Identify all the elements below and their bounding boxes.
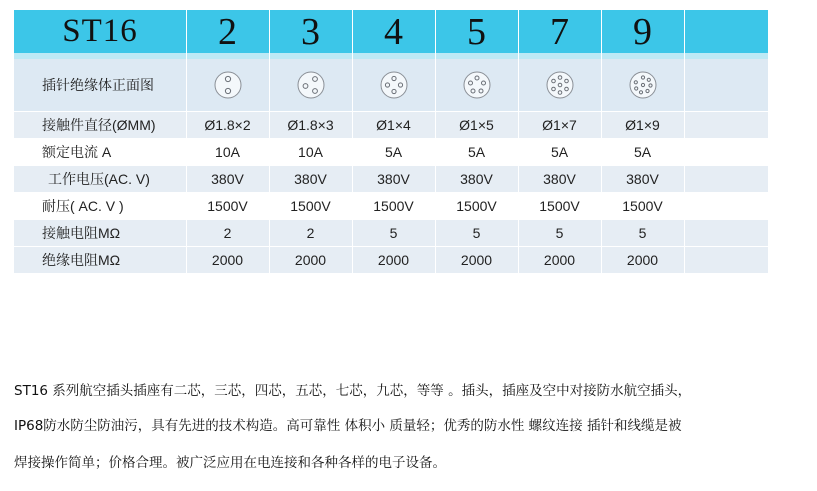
insulator-face-row — [14, 59, 768, 112]
row-label: 绝缘电阻MΩ — [42, 252, 121, 268]
table-cell: 1500V — [373, 198, 414, 214]
table-cell: 380V — [626, 171, 659, 187]
4-pin-face-icon — [352, 59, 435, 111]
table-row — [14, 220, 768, 247]
5-pin-face-icon — [435, 59, 518, 111]
table-cell: 2000 — [543, 252, 576, 268]
row-label: 插针绝缘体正面图 — [42, 77, 154, 93]
table-cell: Ø1×4 — [376, 117, 411, 133]
model-name: ST16 — [62, 13, 138, 49]
row-label: 额定电流 A — [42, 144, 112, 160]
column-divider — [518, 10, 519, 276]
table-cell: 5 — [472, 225, 481, 241]
description-line-3: 焊接操作简单；价格合理。被广泛应用在电连接和各种各样的电子设备。 — [14, 455, 446, 471]
table-row — [14, 166, 768, 193]
table-cell: Ø1×5 — [459, 117, 494, 133]
table-cell: 5A — [467, 144, 486, 160]
column-divider — [269, 10, 270, 276]
column-divider — [601, 10, 602, 276]
table-cell: 380V — [460, 171, 493, 187]
table-header — [14, 10, 768, 53]
table-cell: Ø1×7 — [542, 117, 577, 133]
table-cell: 1500V — [539, 198, 580, 214]
table-cell: 380V — [543, 171, 576, 187]
table-cell: 2000 — [211, 252, 244, 268]
table-cell: 380V — [294, 171, 327, 187]
table-cell: 10A — [298, 144, 323, 160]
pin-count-2: 2 — [218, 10, 237, 53]
table-cell: 5A — [550, 144, 569, 160]
table-row — [14, 247, 768, 274]
table-cell: 380V — [377, 171, 410, 187]
pin-count-9: 9 — [633, 10, 652, 53]
table-cell: 2 — [223, 225, 232, 241]
column-divider — [186, 10, 187, 276]
table-cell: Ø1×9 — [625, 117, 660, 133]
table-row — [14, 112, 768, 139]
table-cell: Ø1.8×2 — [204, 117, 251, 133]
table-cell: 5 — [389, 225, 398, 241]
9-pin-face-icon — [601, 59, 684, 111]
pin-count-5: 5 — [467, 10, 486, 53]
table-row — [14, 193, 768, 220]
pin-count-4: 4 — [384, 10, 403, 53]
table-cell: 2000 — [294, 252, 327, 268]
table-cell: 2000 — [626, 252, 659, 268]
table-cell: 5 — [555, 225, 564, 241]
column-divider — [352, 10, 353, 276]
2-pin-face-icon — [186, 59, 269, 111]
row-label: 耐压( AC. V ) — [42, 198, 124, 214]
table-cell: 2 — [306, 225, 315, 241]
table-cell: 5A — [384, 144, 403, 160]
spec-table — [14, 10, 768, 274]
table-cell: 1500V — [290, 198, 331, 214]
table-cell: 2000 — [377, 252, 410, 268]
column-divider — [435, 10, 436, 276]
description-line-1: ST16 系列航空插头插座有二芯，三芯，四芯，五芯，七芯，九芯，等等 。插头，插座及空中对接防水航空插头， — [14, 383, 692, 399]
description-line-2: IP68防水防尘防油污，具有先进的技术构造。高可靠性 体积小 质量轻；优秀的防水性 螺纹连接 插针和线缆是被 — [14, 418, 682, 434]
table-row — [14, 139, 768, 166]
row-label: 接触件直径(ØMM) — [42, 117, 156, 133]
row-label: 工作电压(AC. V) — [48, 171, 150, 187]
table-cell: 2000 — [460, 252, 493, 268]
table-cell: Ø1.8×3 — [287, 117, 334, 133]
table-cell: 1500V — [622, 198, 663, 214]
table-cell: 10A — [215, 144, 240, 160]
column-divider — [684, 10, 685, 276]
pin-count-7: 7 — [550, 10, 569, 53]
7-pin-face-icon — [518, 59, 601, 111]
table-cell: 5A — [633, 144, 652, 160]
3-pin-face-icon — [269, 59, 352, 111]
table-cell: 380V — [211, 171, 244, 187]
table-cell: 1500V — [207, 198, 248, 214]
table-cell: 1500V — [456, 198, 497, 214]
table-cell: 5 — [638, 225, 647, 241]
row-label: 接触电阻MΩ — [42, 225, 121, 241]
pin-count-3: 3 — [301, 10, 320, 53]
